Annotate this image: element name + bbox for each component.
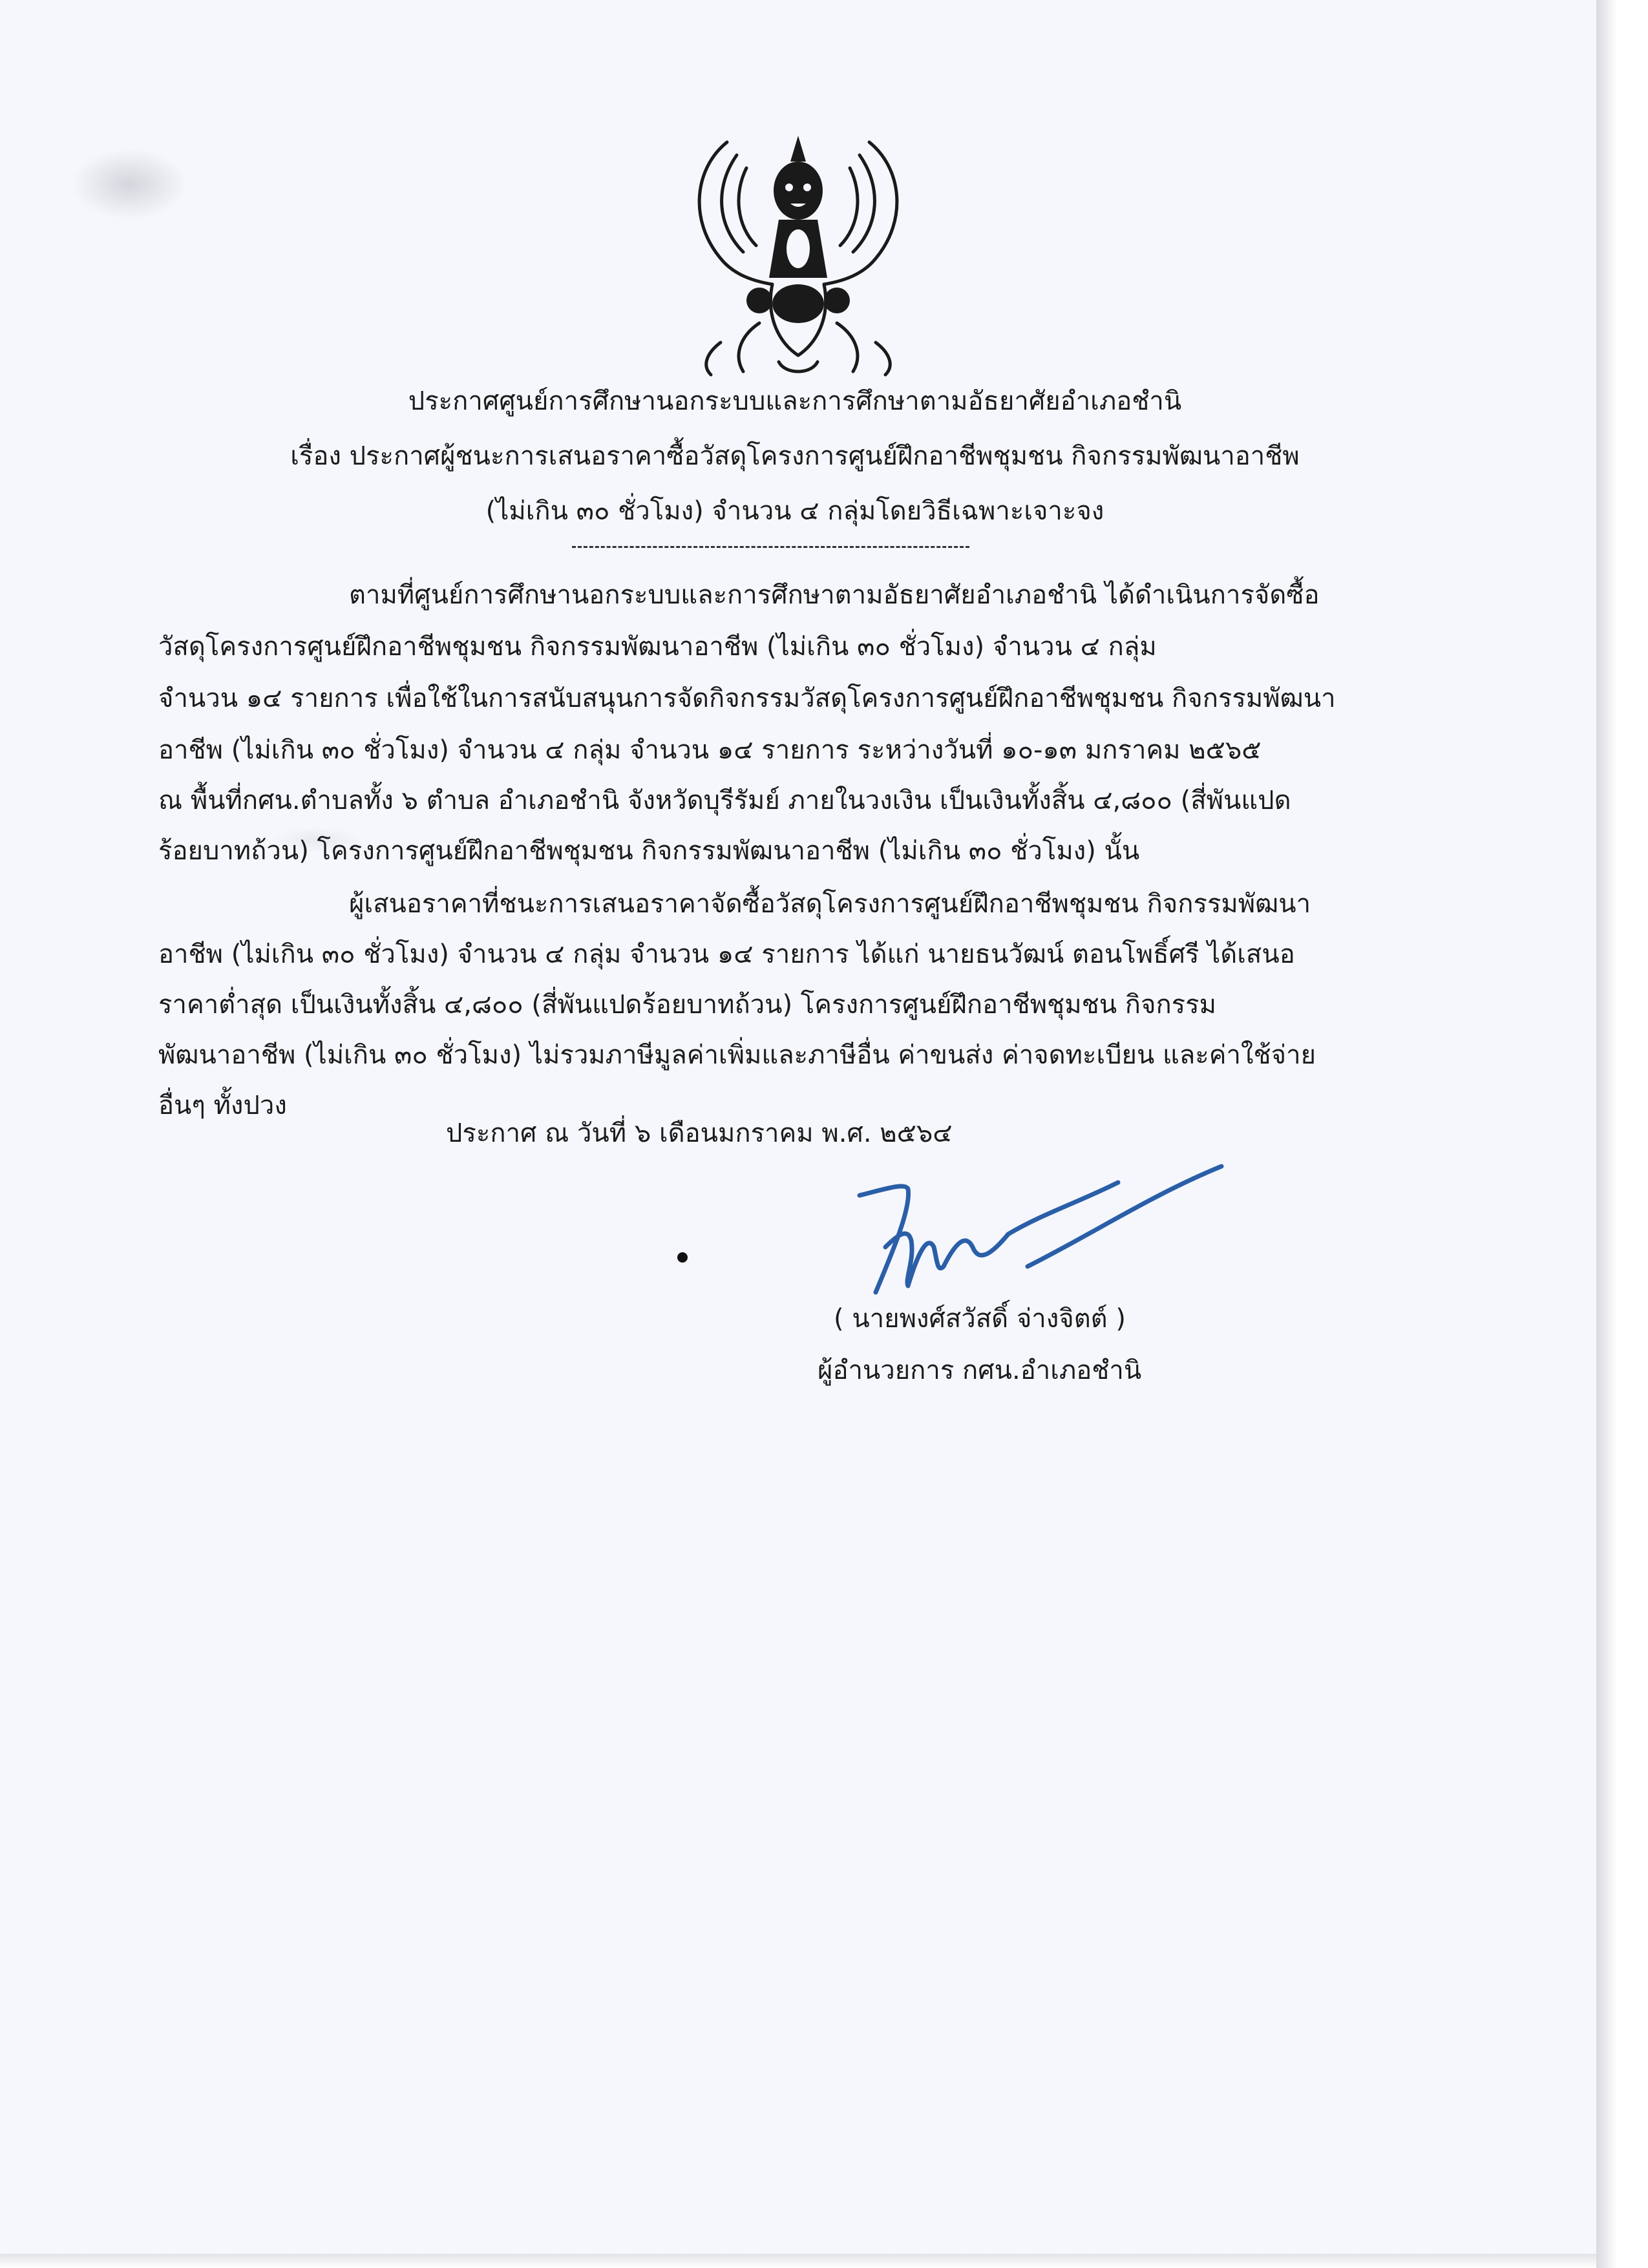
text-line: จำนวน ๑๔ รายการ เพื่อใช้ในการสนับสนุนการจัดกิจกรรมวัสดุโครงการศูนย์ฝึกอาชีพชุมชน กิจกรรมพัฒนา bbox=[158, 684, 1336, 713]
heading-subject: เรื่อง ประกาศผู้ชนะการเสนอราคาซื้อวัสดุโครงการศูนย์ฝึกอาชีพชุมชน กิจกรรมพัฒนาอาชีพ bbox=[290, 441, 1300, 471]
text-line: ตามที่ศูนย์การศึกษานอกระบบและการศึกษาตามอัธยาศัยอำเภอชำนิ ได้ดำเนินการจัดซื้อ bbox=[349, 580, 1320, 610]
scan-smudge bbox=[71, 149, 187, 220]
text-line: พัฒนาอาชีพ (ไม่เกิน ๓๐ ชั่วโมง) ไม่รวมภาษีมูลค่าเพิ่มและภาษีอื่น ค่าขนส่ง ค่าจดทะเบียน และค่าใช้จ่าย bbox=[158, 1040, 1316, 1070]
text-line: อาชีพ (ไม่เกิน ๓๐ ชั่วโมง) จำนวน ๔ กลุ่ม จำนวน ๑๔ รายการ ได้แก่ นายธนวัฒน์ ตอนโพธิ์ศรี ได้เสนอ bbox=[158, 940, 1295, 969]
announcement-date: ประกาศ ณ วันที่ ๖ เดือนมกราคม พ.ศ. ๒๕๖๔ bbox=[446, 1118, 953, 1148]
text-line: ร้อยบาทถ้วน) โครงการศูนย์ฝึกอาชีพชุมชน กิจกรรมพัฒนาอาชีพ (ไม่เกิน ๓๐ ชั่วโมง) นั้น bbox=[158, 836, 1140, 866]
heading-line-1: ประกาศศูนย์การศึกษานอกระบบและการศึกษาตามอัธยาศัยอำเภอชำนิ bbox=[408, 386, 1182, 416]
text-line: ราคาต่ำสุด เป็นเงินทั้งสิ้น ๔,๘๐๐ (สี่พันแปดร้อยบาทถ้วน) โครงการศูนย์ฝึกอาชีพชุมชน กิจกรรม bbox=[158, 990, 1216, 1020]
garuda-emblem-icon bbox=[682, 129, 914, 381]
text-line: อื่นๆ ทั้งปวง bbox=[158, 1091, 287, 1120]
scan-edge-bottom bbox=[0, 2254, 1596, 2268]
signature-image bbox=[847, 1157, 1234, 1312]
text-line: ณ พื้นที่กศน.ตำบลทั้ง ๖ ตำบล อำเภอชำนิ จังหวัดบุรีรัมย์ ภายในวงเงิน เป็นเงินทั้งสิ้น ๔,๘๐๐ (สี่พันแปด bbox=[158, 786, 1291, 815]
heading-divider bbox=[572, 546, 969, 548]
ink-mark bbox=[677, 1252, 688, 1263]
announcement-heading bbox=[0, 388, 1596, 552]
scan-edge-right bbox=[1596, 0, 1648, 2268]
signatory-title: ผู้อำนวยการ กศน.อำเภอชำนิ bbox=[818, 1356, 1142, 1385]
signatory-name: ( นายพงศ์สวัสดิ์ จ่างจิตต์ ) bbox=[834, 1304, 1126, 1334]
text-line: ผู้เสนอราคาที่ชนะการเสนอราคาจัดซื้อวัสดุโครงการศูนย์ฝึกอาชีพชุมชน กิจกรรมพัฒนา bbox=[349, 889, 1311, 919]
text-line: อาชีพ (ไม่เกิน ๓๐ ชั่วโมง) จำนวน ๔ กลุ่ม จำนวน ๑๔ รายการ ระหว่างวันที่ ๑๐-๑๓ มกราคม ๒๕๖๕ bbox=[158, 735, 1262, 765]
text-line: วัสดุโครงการศูนย์ฝึกอาชีพชุมชน กิจกรรมพัฒนาอาชีพ (ไม่เกิน ๓๐ ชั่วโมง) จำนวน ๔ กลุ่ม bbox=[158, 632, 1157, 662]
heading-line-3: (ไม่เกิน ๓๐ ชั่วโมง) จำนวน ๔ กลุ่มโดยวิธีเฉพาะเจาะจง bbox=[485, 496, 1104, 526]
